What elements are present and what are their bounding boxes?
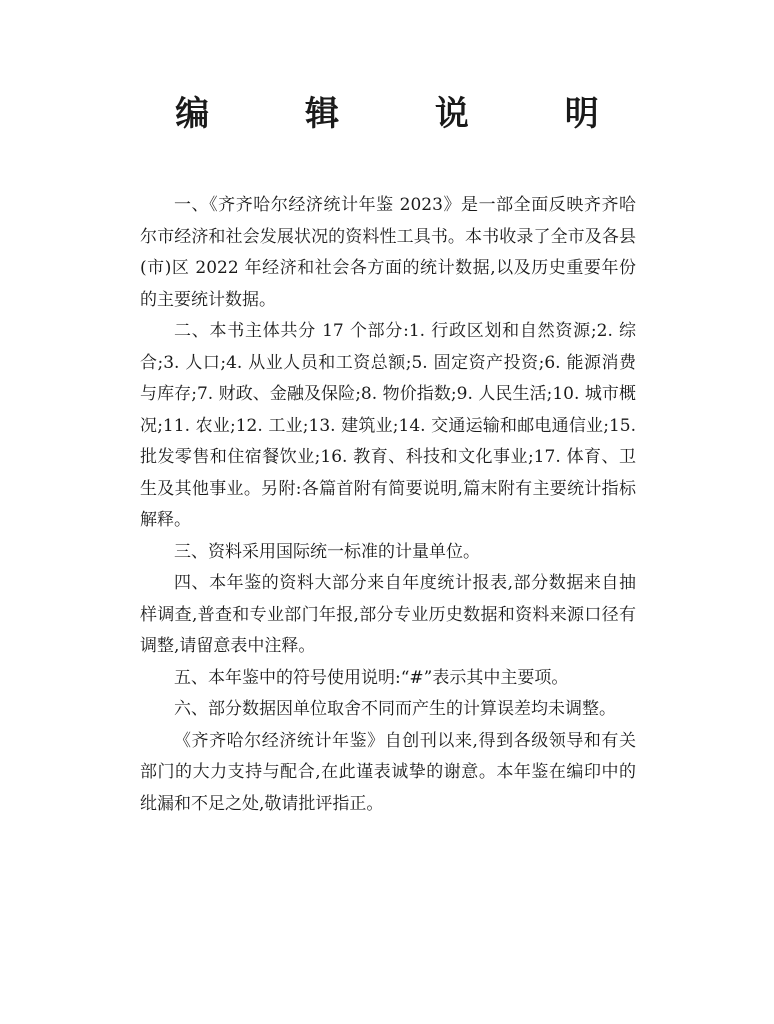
paragraph-2: 二、本书主体共分 17 个部分:1. 行政区划和自然资源;2. 综合;3. 人口;4. 从业人员和工资总额;5. 固定资产投资;6. 能源消费与库存;7. 财政、金融及保险;8. 物价指数;9. 人民生活;10. 城市概况;11. 农业;12. 工业;13. 建筑业;14. 交通运输和邮电通信业;15. 批发零售和住宿餐饮业;16. 教育、科技和文化事业;17. 体育、卫生及其他事业。另附:各篇首附有简要说明,篇末附有主要统计指标解释。 xyxy=(140,321,636,530)
paragraph-4: 四、本年鉴的资料大部分来自年度统计报表,部分数据来自抽样调查,普查和专业部门年报,部分专业历史数据和资料来源口径有调整,请留意表中注释。 xyxy=(140,573,636,656)
paragraph-7: 《齐齐哈尔经济统计年鉴》自创刊以来,得到各级领导和有关部门的大力支持与配合,在此谨表诚挚的谢意。本年鉴在编印中的纰漏和不足之处,敬请批评指正。 xyxy=(140,730,636,814)
paragraph-1: 一、《齐齐哈尔经济统计年鉴 2023》是一部全面反映齐齐哈尔市经济和社会发展状况的资料性工具书。本书收录了全市及各县(市)区 2022 年经济和社会各方面的统计数据,以及历史重要年份的主要统计数据。 xyxy=(140,195,636,310)
page-title: 编 辑 说 明 xyxy=(175,94,641,134)
paragraph-6: 六、部分数据因单位取舍不同而产生的计算误差均未调整。 xyxy=(174,699,616,719)
paragraph-5: 五、本年鉴中的符号使用说明:“#”表示其中主要项。 xyxy=(174,667,569,688)
body-text xyxy=(140,190,636,820)
paragraph-3: 三、资料采用国际统一标准的计量单位。 xyxy=(174,541,480,562)
